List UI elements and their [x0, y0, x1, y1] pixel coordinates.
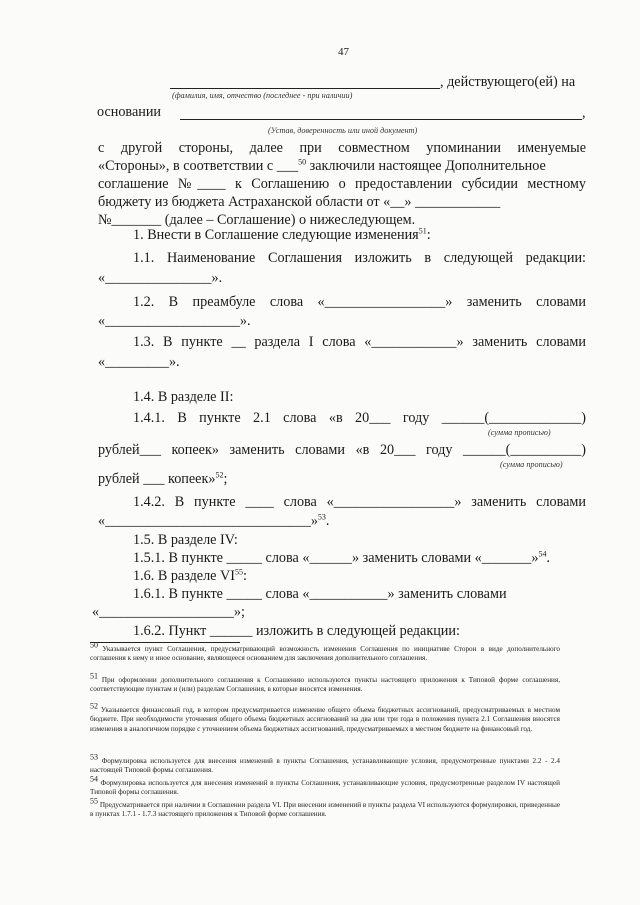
footnote-separator: [90, 642, 240, 643]
footnote-54: $^{54}$ Формулировка используется для внесения изменений в пункты Соглашения, устанавливающие условия, предусмотренные разделом IV настоящей Типовой формы соглашения.: [90, 774, 560, 797]
paragraph-line-5: №_______ (далее – Соглашение) о нижеследующем.: [98, 212, 416, 228]
item-1-2-value: «___________________».: [98, 313, 251, 329]
item-1: 1. Внести в Соглашение следующие изменения$^{51}$:: [133, 226, 431, 243]
item-1-4: 1.4. В разделе II:: [133, 389, 234, 405]
footnote-52: $^{52}$ Указывается финансовый год, в котором предусматривается изменение общего объема бюджетных ассигнований, предусматриваемых в местном бюджете. При необходимости уточнения общего объема бюджетных ассигнований на два или три года в положения пункта 2.1 Соглашения вносятся изменения в аналогичном порядке с уточнением объема бюджетных ассигнований, предусматриваемых в местном бюджете на финансовый год.: [90, 701, 560, 733]
page-number: 47: [338, 46, 349, 58]
footnote-51: $^{51}$ При оформлении дополнительного соглашения к Соглашению используются пункты настоящего приложения к Типовой форме соглашения, соответствующие пунктам и (или) разделам Соглашения, в которые вносятся изменения.: [90, 671, 561, 694]
paragraph-line-3: соглашение №____ к Соглашению о предоставлении субсидии местному: [98, 176, 586, 192]
item-1-5: 1.5. В разделе IV:: [133, 532, 238, 548]
item-1-6-2: 1.6.2. Пункт ______ изложить в следующей редакции:: [133, 623, 460, 639]
basis-caption: (Устав, доверенность или иной документ): [268, 126, 418, 135]
item-1-2: 1.2. В преамбуле слова «_________________» заменить словами: [133, 294, 586, 310]
item-1-4-1: 1.4.1. В пункте 2.1 слова «в 20___ году ______(_____________): [133, 410, 586, 426]
footnote-53: $^{53}$ Формулировка используется для внесения изменений в пункты Соглашения, устанавливающие условия, предусмотренные пунктами 2.2 - 2.4 настоящей Типовой формы соглашения.: [90, 752, 560, 775]
item-1-5-1: 1.5.1. В пункте _____ слова «______» заменить словами «_______»$^{54}$.: [133, 549, 551, 566]
item-1-6-1-value: «___________________»;: [92, 604, 245, 620]
paragraph-line-2: «Стороны», в соответствии с ___$^{50}$ заключили настоящее Дополнительное: [98, 157, 546, 174]
acting-on-text: , действующего(ей) на: [440, 74, 576, 90]
paragraph-line-4: бюджету из бюджета Астраханской области от «__» ____________: [98, 194, 501, 210]
footnote-50: $^{50}$ Указывается пункт Соглашения, предусматривающий возможность изменения Соглашения по инициативе Сторон в виде дополнительного соглашения к нему и иное основание, являющееся основанием для заключения дополнительного соглашения.: [90, 640, 560, 663]
name-blank-line: [170, 88, 440, 89]
item-1-6-1: 1.6.1. В пункте _____ слова «___________» заменить словами: [133, 586, 507, 602]
item-1-1-value: «_______________».: [98, 270, 223, 286]
item-1-3-value: «_________».: [98, 354, 180, 370]
item-1-4-2: 1.4.2. В пункте ____ слова «_________________» заменить словами: [133, 494, 586, 510]
sum-caption-1: (сумма прописью): [488, 428, 551, 437]
footnote-55: $^{55}$ Предусматривается при наличии в Соглашении раздела VI. При внесении изменений в пункты раздела VI используются формулировки, приведенные в пунктах 1.7.1 - 1.7.3 настоящего приложения к Типовой форме соглашения.: [90, 796, 561, 819]
sum-caption-2: (сумма прописью): [500, 460, 563, 469]
item-1-4-2-value: «_____________________________»$^{53}$.: [98, 512, 330, 529]
name-caption: (фамилия, имя, отчество (последнее - при наличии): [172, 91, 353, 100]
item-1-6: 1.6. В разделе VI$^{55}$:: [133, 567, 247, 584]
item-1-4-1-line-2: рублей___ копеек» заменить словами «в 20___ году ______(__________): [98, 442, 586, 458]
item-1-3: 1.3. В пункте __ раздела I слова «____________» заменить словами: [133, 334, 586, 350]
item-1-1: 1.1. Наименование Соглашения изложить в следующей редакции:: [133, 250, 586, 266]
basis-label: основании: [97, 104, 162, 120]
paragraph-line-1: с другой стороны, далее при совместном упоминании именуемые: [98, 140, 586, 156]
item-1-4-1-line-3: рублей ___ копеек»$^{52}$;: [98, 470, 228, 487]
basis-comma: ,: [582, 105, 586, 121]
basis-blank-line: [180, 119, 582, 120]
